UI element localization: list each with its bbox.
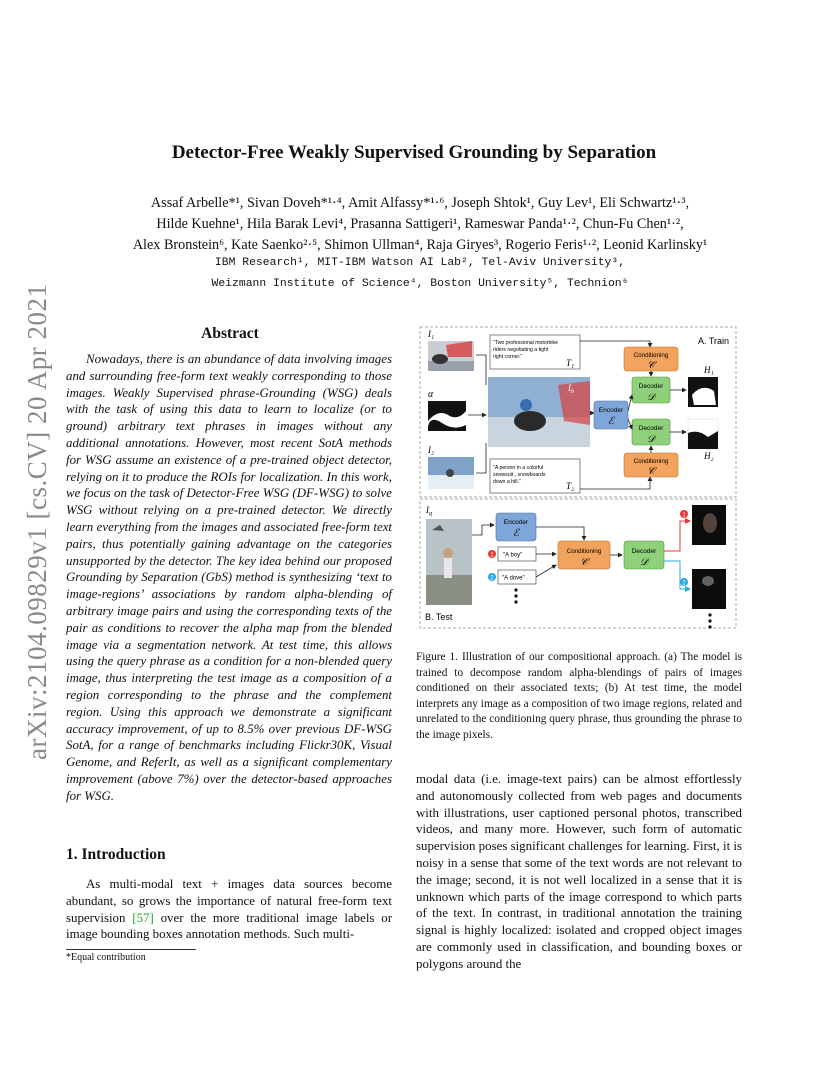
t2-label: T₂ xyxy=(566,481,575,491)
footnote-divider xyxy=(66,949,196,950)
t2-line: down a hill." xyxy=(493,479,521,485)
ellipsis-dot xyxy=(514,594,517,597)
iq-label: $I_q$ xyxy=(426,505,432,517)
conditioning-symbol: 𝒞 xyxy=(580,557,588,568)
badge-red-label: 1 xyxy=(682,512,686,519)
figure-1 xyxy=(418,325,738,630)
author-list xyxy=(60,193,780,256)
i2-label: I₂ xyxy=(428,445,435,455)
ellipsis-dot xyxy=(708,613,711,616)
intro-paragraph xyxy=(66,876,392,943)
decoder-label: Decoder xyxy=(638,425,664,432)
ellipsis-dot xyxy=(514,588,517,591)
t1-label: T₁ xyxy=(566,358,575,368)
conditioning-label: Conditioning xyxy=(633,352,669,359)
badge-cyan-label: 2 xyxy=(490,575,494,582)
figure-caption: Figure 1. Illustration of our compositional approach. (a) The model is trained to decompose random alpha-blendings of pairs of images conditioned on their associated texts; (b) At test time, the model interprets any image as a composition of two image regions, related and unrelated to the conditioning query phrase, thus grounding the phrase to the image pixels. xyxy=(416,651,742,741)
conditioning-symbol: 𝒞 xyxy=(647,360,655,371)
t1-line: riders negotiating a tight xyxy=(493,347,549,353)
paper-title: Detector-Free Weakly Supervised Grounding by Separation xyxy=(171,142,657,163)
encoder-symbol: ℰ xyxy=(607,416,615,427)
affiliation-line: Weizmann Institute of Science⁴, Boston University⁵, Technion⁶ xyxy=(211,278,629,290)
author-line: Assaf Arbelle*¹, Sivan Doveh*¹·⁴, Amit Alfassy*¹·⁶, Joseph Shtok¹, Guy Lev¹, Eli Schwartz¹·³, xyxy=(150,195,690,211)
query-dove-text: "A dove" xyxy=(502,575,525,582)
intro-text-a: As multi-modal text + images data sources become abundant, so grows the importance of natural free-form text supervision xyxy=(66,877,392,925)
ellipsis-dot xyxy=(708,625,711,628)
train-label: A. Train xyxy=(698,336,730,346)
encoder-label: Encoder xyxy=(503,519,529,526)
arxiv-stamp: arXiv:2104.09829v1 [cs.CV] 20 Apr 2021 xyxy=(22,283,52,760)
t1-line: right corner." xyxy=(493,354,523,360)
author-line: Hilde Kuehne¹, Hila Barak Levi⁴, Prasanna Sattigeri¹, Rameswar Panda¹·², Chun-Fu Chen¹·², xyxy=(156,216,684,232)
conditioning-symbol: 𝒞 xyxy=(647,466,655,477)
query-boy-text: "A boy" xyxy=(503,552,523,559)
conditioning-label: Conditioning xyxy=(566,548,602,555)
i1-label: I₁ xyxy=(428,329,435,339)
ellipsis-dot xyxy=(708,619,711,622)
t2-line: "A person in a colorful xyxy=(493,465,544,471)
affiliation-line: IBM Research¹, MIT-IBM Watson AI Lab², Tel-Aviv University³, xyxy=(214,257,626,269)
decoder-label: Decoder xyxy=(631,548,657,555)
abstract-body: Nowadays, there is an abundance of data involving images and surrounding free-form text weakly corresponding to those images. Weakly Supervised phrase-Grounding (WSG) deals with the task of using this data to learn to localize (or to ground) arbitrary text phrases in images without any additional annotations. However, most recent SotA methods for WSG assume an existence of a pre-trained object detector, relying on it to produce the ROIs for localization. In this work, we focus on the task of Detector-Free WSG (DF-WSG) to solve WSG without relying on a pre-trained detector. We directly learn everything from the images and associated free-form text pairs, thus potentially gaining advantage on the categories unsupported by the detector. The key idea behind our proposed Grounding by Separation (GbS) method is synthesizing ‘text to image-regions’ associations by random alpha-blending of arbitrary image pairs and using the corresponding texts of the pair as conditions to recover the alpha map from the blended image via a segmentation network. At test time, this allows using the query phrase as a condition for a non-blended query image, thus interpreting the test image as a composition of a region corresponding to the phrase and the complement region. Using this approach we demonstrate a significant accuracy improvement, of up to 8.5% over previous DF-WSG SotA, for a range of benchmarks including Flickr30K, Visual Genome, and ReferIt, as well as a significant complementary improvement (above 7%) over the detector-based approaches for WSG. xyxy=(66,352,392,803)
encoder-symbol: ℰ xyxy=(512,528,520,539)
decoder-symbol: 𝒟 xyxy=(647,392,655,403)
intro-continuation: modal data (i.e. image-text pairs) can be almost effortlessly and autonomously collected from web pages and documents with illustrations, user captioned personal photos, transcribed videos, and many more. However, such form of automatic supervision poses significant challenges for learning. First, it is noisy in a sense that some of the text words are not relevant to the image; second, it is not well localized in a sense that it is unknown which parts of the image correspond to which parts of the text. In contrast, in traditional annotation the training signal is highly localized: isolated and cropped object images are commonly used in classification, and bounding boxes or polygons around the xyxy=(416,772,742,971)
citation-link[interactable]: [57] xyxy=(132,910,154,925)
affiliations xyxy=(60,253,780,295)
ellipsis-dot xyxy=(514,600,517,603)
intro-heading: 1. Introduction xyxy=(66,846,166,863)
t2-line: snowsuit , snowboards xyxy=(493,472,546,478)
decoder-symbol: 𝒟 xyxy=(640,557,648,568)
conditioning-label: Conditioning xyxy=(633,458,669,465)
abstract-heading: Abstract xyxy=(201,325,259,342)
intro-text-b: over the more traditional image labels or image bounding boxes annotation methods. Such multi- xyxy=(66,910,392,942)
h2-label: H₂ xyxy=(704,451,714,461)
badge-red-label: 1 xyxy=(490,552,494,559)
alpha-label: α xyxy=(428,389,434,400)
footnote: *Equal contribution xyxy=(66,952,146,963)
author-line: Alex Bronstein⁶, Kate Saenko²·⁵, Shimon Ullman⁴, Raja Giryes³, Rogerio Feris¹·², Leonid Karlinsky¹ xyxy=(132,237,708,253)
encoder-label: Encoder xyxy=(598,407,624,414)
h1-label: H₁ xyxy=(704,365,714,375)
output-heatmap-dove xyxy=(692,569,726,609)
decoder-symbol: 𝒟 xyxy=(647,434,655,445)
ib-label: $I_b$ xyxy=(568,383,574,395)
decoder-label: Decoder xyxy=(638,383,664,390)
badge-cyan-label: 2 xyxy=(682,580,686,587)
t1-line: "Two professional motorbike xyxy=(493,340,558,346)
test-label: B. Test xyxy=(425,612,453,622)
